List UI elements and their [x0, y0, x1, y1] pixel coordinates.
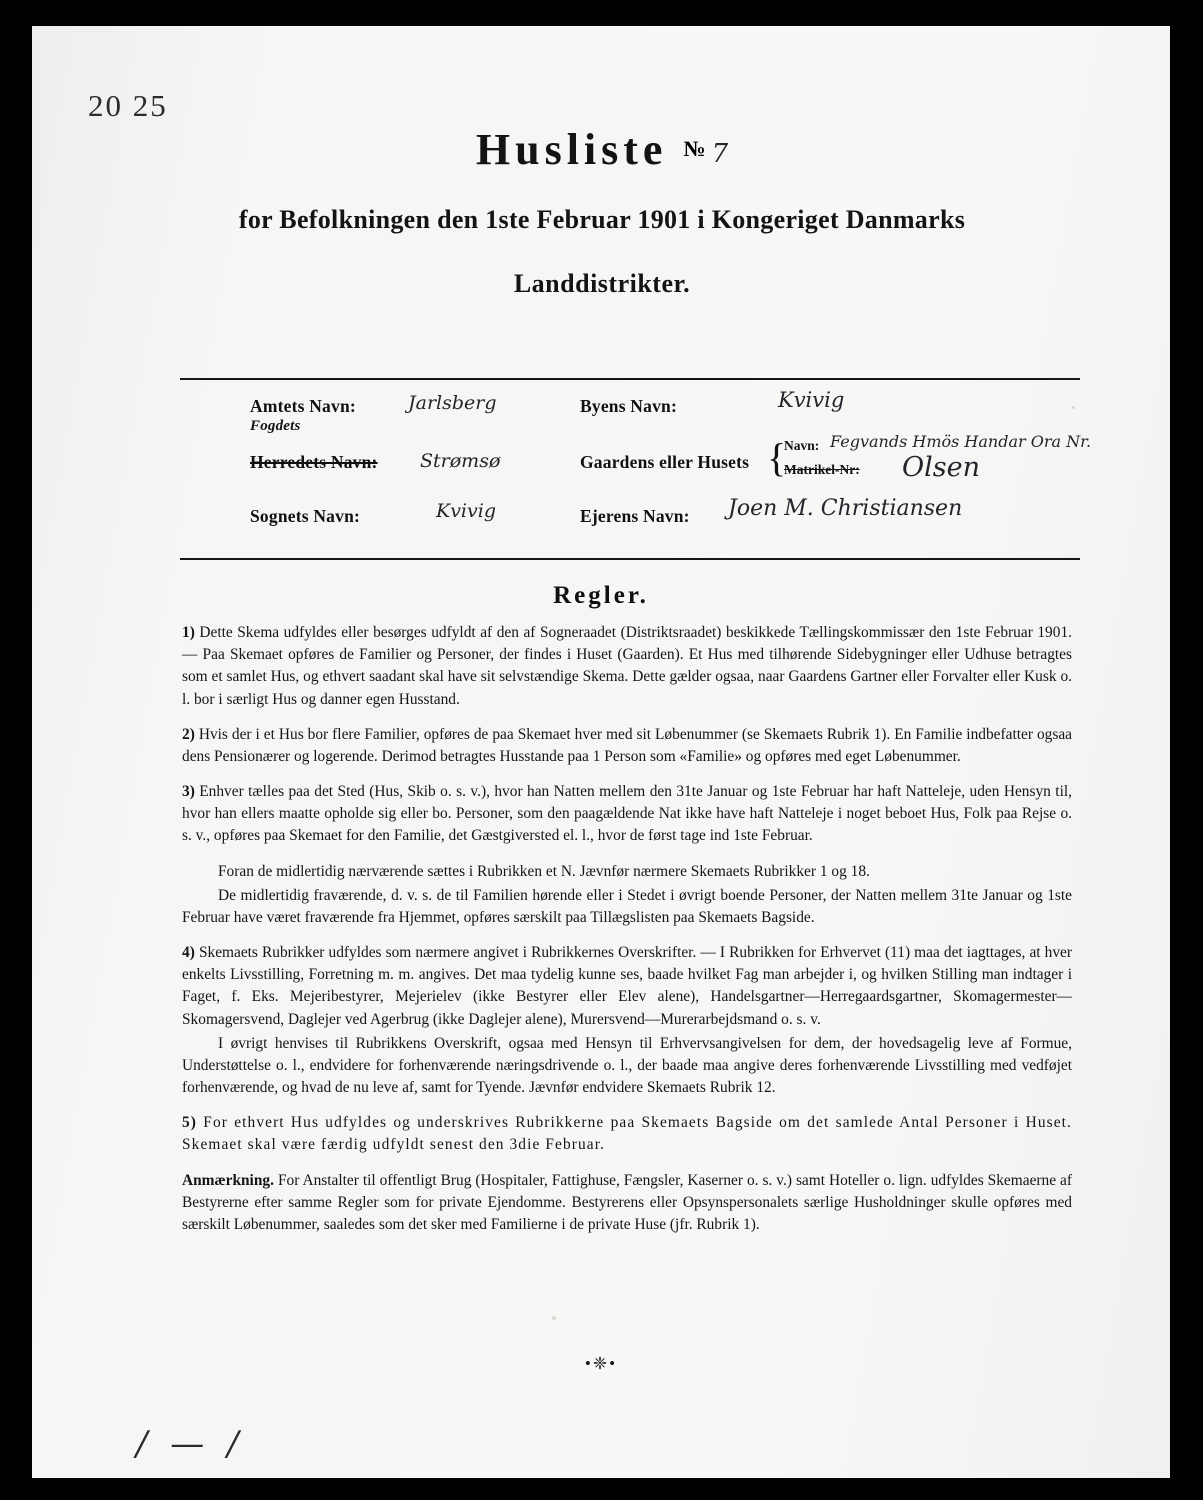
- rule-text: De midlertidig fraværende, d. v. s. de til Familien hørende eller i Stedet i øvrigt boende Personer, der Natten mellem 31te Januar og 1ste Februar have været fraværende fra Hjemmet, opføres særskilt paa Tillægslisten paa Skemaets Bagside.: [182, 886, 1072, 926]
- rule-text: For ethvert Hus udfyldes og underskrives Rubrikkerne paa Skemaets Bagside om det samlede Antal Personer i Huset. Skemaet skal være færdig udfyldt senest den 3die Februar.: [182, 1114, 1072, 1154]
- matrikel-label: Matrikel-Nr:: [784, 462, 860, 477]
- title-number-value: 7: [711, 139, 729, 169]
- ejer-label: Ejerens Navn:: [580, 506, 690, 526]
- herred-value: Strømsø: [420, 450, 501, 472]
- rule-text: Skemaets Rubrikker udfyldes som nærmere angivet i Rubrikkernes Overskrifter. — I Rubrikken for Erhvervet (11) maa det iagttages, at hver enkelts Livsstilling, Forretning m. m. angives. Det maa tydelig kunne ses, baade hvilket Fag man arbejder i, og hvilken Stilling man indtager i Faget, f. Eks. Mejeribestyrer, Mejerielev (ikke Bestyrer eller Elev alene), Handelsgartner—Herregaardsgartner, Skomagermester—Skomagersvend, Daglejer ved Agerbrug (ikke Daglejer alene), Murersvend—Murerarbejdsmand o. s. v.: [182, 944, 1072, 1028]
- rule-subparagraph: [182, 1033, 1072, 1100]
- sogn-label: Sognets Navn:: [250, 506, 361, 526]
- rule-text: Enhver tælles paa det Sted (Hus, Skib o. s. v.), hvor han Natten mellem den 31te Januar og 1ste Februar har haft Natteleje, uden Hensyn til, hvor han ellers maatte opholde sig eller bo. Personer, som den paagældende Nat ikke have haft Natteleje i noget beboet Hus, Folk paa Rejse o. s. v., opføres paa Skemaet for den Familie, det Gæstgiversted el. l., hvor de først tage ind 1ste Februar.: [182, 783, 1072, 845]
- gaard-navn-label: Navn:: [784, 438, 820, 453]
- rule-paragraph: [182, 1112, 1072, 1156]
- paper-speck: [1072, 406, 1075, 409]
- subtitle-text-1: for Befolkningen den 1ste Februar 1901 i Kongeriget Danmarks: [238, 205, 966, 234]
- subtitle-text-2: Landdistrikter.: [513, 268, 691, 298]
- rules-body: [182, 622, 1072, 1249]
- by-label: Byens Navn:: [580, 396, 678, 416]
- rule-note: [182, 1170, 1072, 1237]
- rule-note-label: Anmærkning.: [182, 1171, 274, 1189]
- page-surface: [32, 26, 1170, 1478]
- paper-speck: [552, 1316, 556, 1320]
- rule-text: Foran de midlertidig nærværende sættes i Rubrikken et N. Jævnfør nærmere Skemaets Rubrikker 1 og 18.: [218, 862, 870, 880]
- page-title: Husliste: [475, 125, 668, 174]
- rule-number: 3): [182, 783, 195, 801]
- field-row-2: [180, 432, 1100, 484]
- divider-bottom: [180, 558, 1080, 560]
- title-number-label: №: [683, 136, 706, 161]
- ornament-divider: •❈•: [584, 1354, 618, 1373]
- herred-label: Herredets Navn:: [250, 452, 378, 472]
- rule-number: 2): [182, 725, 195, 743]
- amt-label: Amtets Navn:: [250, 396, 356, 416]
- divider-top: [180, 378, 1080, 380]
- rule-number: 1): [182, 624, 195, 641]
- sogn-value: Kvivig: [436, 500, 496, 522]
- rule-text: For Anstalter til offentligt Brug (Hospitaler, Fattighuse, Fængsler, Kaserner o. s. v.) samt Hoteller o. lign. udfyldes Skemaerne af Bestyrerne efter samme Regler som for private Ejendomme. Bestyrerens eller Opsynspersonalets særlige Husholdninger skulle opføres med særskilt Løbenummer, saaledes som det sker med Familierne i de private Huse (jfr. Rubrik 1).: [182, 1171, 1072, 1233]
- rule-paragraph: [182, 781, 1072, 848]
- subtitle-line-2: [132, 265, 1072, 303]
- archive-number: [88, 88, 168, 124]
- rule-paragraph: [182, 942, 1072, 1031]
- matrikel-value: Olsen: [902, 452, 980, 483]
- rule-text: Hvis der i et Hus bor flere Familier, opføres de paa Skemaet hver med sit Løbenummer (se Skemaets Rubrik 1). En Familie indbefatter ogsaa dens Pensionærer og logerende. Derimod betragtes Husstande paa 1 Person som «Familie» og opføres med eget Løbenummer.: [182, 725, 1072, 765]
- rules-heading: Regler.: [553, 582, 649, 609]
- by-value: Kvivig: [778, 388, 845, 412]
- rule-paragraph: [182, 622, 1072, 711]
- rule-text: Dette Skema udfyldes eller besørges udfyldt af den af Sogneraadet (Distriktsraadet) beskikkede Tællingskommissær den 1ste Februar 1901. — Paa Skemaet opføres de Familier og Personer, der findes i Huset (Gaarden). Et Hus med tilhørende Sidebygninger eller Udhuse betragtes som et samlet Hus, og ethvert saadant skal have sit selvstændige Skema. Dette gælder ogsaa, naar Gaardens Gartner eller Forvalter eller Kusk o. l. bor i særligt Hus og danner egen Husstand.: [182, 624, 1072, 708]
- rule-number: 4): [182, 944, 195, 962]
- fogd-label: Fogdets: [250, 418, 301, 434]
- title-block: [132, 124, 1072, 302]
- rule-text: I øvrigt henvises til Rubrikkens Overskrift, ogsaa med Hensyn til Erhvervsangivelsen for dem, der hovedsagelig leve af Formue, Understøttelse o. l., endvidere for forhenværende næringsdrivende o. l., der baade maa angive deres forhenværende Livsstilling med vedføjet forhenværende, og hvad de nu leve af, samt for Tyende. Jævnfør endvidere Skemaets Rubrik 12.: [182, 1034, 1072, 1097]
- header-fields: [180, 388, 1100, 530]
- gaard-label: Gaardens eller Husets: [580, 452, 750, 472]
- document-page: [32, 26, 1170, 1478]
- gaard-navn-value: Fegvands Hmös Handar Ora Nr.: [830, 432, 1092, 451]
- rule-paragraph: [182, 724, 1072, 768]
- field-row-3: [180, 484, 1100, 530]
- rule-number: 5): [182, 1114, 198, 1132]
- bottom-hand-mark: / — /: [136, 1424, 245, 1464]
- amt-value: Jarlsberg: [408, 392, 497, 414]
- brace-icon: {: [767, 435, 787, 480]
- subtitle-line-1: [132, 201, 1072, 239]
- rule-subparagraph: [182, 861, 1072, 883]
- rule-subparagraph: [182, 885, 1072, 929]
- archive-number-text: 20 25: [88, 88, 168, 123]
- ejer-value: Joen M. Christiansen: [728, 496, 963, 521]
- page-title-row: [132, 124, 1072, 175]
